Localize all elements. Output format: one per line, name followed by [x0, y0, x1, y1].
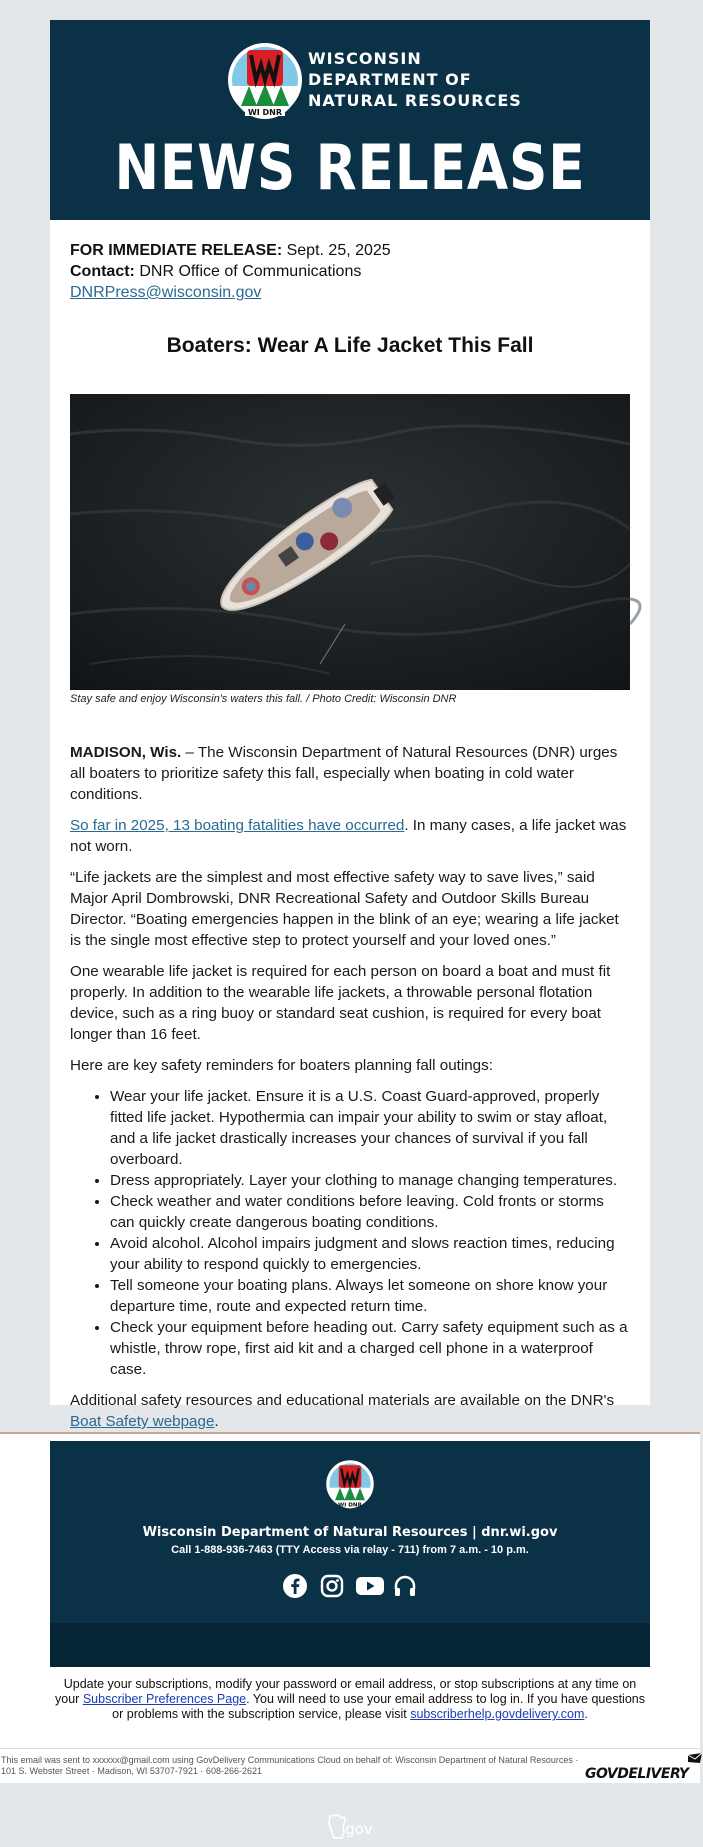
footer-logo-text: WI DNR: [338, 1502, 362, 1509]
paragraph-2-text: . In many cases, a life jacket was not worn.: [70, 817, 627, 855]
subscription-text-2: . You will need to use your email address to log in. If you have questions or problems with the subscription service, please visit: [112, 1692, 645, 1721]
subscription-text-3: .: [584, 1707, 588, 1721]
paragraph-6-text: Additional safety resources and educational materials are available on the DNR's: [70, 1392, 615, 1409]
podcast-icon[interactable]: [392, 1573, 418, 1599]
footer-org: Wisconsin Department of Natural Resources | dnr.wi.gov: [142, 1525, 558, 1540]
subscriber-preferences-link[interactable]: Subscriber Preferences Page: [82, 1692, 247, 1706]
header-banner: [50, 20, 650, 220]
paragraph-3: “Life jackets are the simplest and most effective safety way to save lives,” said Major April Dombrowski, DNR Recreational Safety and Outdoor Skills Bureau Director. “Boating emergencies happen in the blink of an eye; wearing a life jacket is the single most effective step to protect yourself and your loved ones.”: [70, 869, 619, 949]
list-item: • Check your equipment before heading out. Carry safety equipment such as a whistle, throw rope, first aid kit and a charged cell phone in a waterproof case.: [110, 1317, 630, 1380]
logo-text: WI DNR: [247, 108, 283, 117]
subscription-text-1: Update your subscriptions, modify your password or email address, or stop subscriptions at any time on your: [55, 1677, 637, 1706]
govdelivery-logo[interactable]: [585, 1766, 689, 1782]
fine-print: This email was sent to xxxxxx@gmail.com using GovDelivery Communications Cloud on behalf of: Wisconsin Department of Natural Resources · 101 S. Webster Street · Madison, WI 53707-7921 · 608-266-2621: [1, 1755, 579, 1776]
paragraph-5: Here are key safety reminders for boaters planning fall outings:: [70, 1057, 493, 1074]
footer-dnr-logo[interactable]: [325, 1459, 375, 1509]
list-item: • Dress appropriately. Layer your clothing to manage changing temperatures.: [110, 1170, 630, 1191]
org-line-2: DEPARTMENT OF: [308, 70, 472, 89]
subscription-text: [50, 1677, 650, 1722]
govdelivery-text: GOVDELIVERY: [585, 1766, 689, 1782]
footer-call: Call 1-888-936-7463 (TTY Access via relay - 711) from 7 a.m. - 10 p.m.: [171, 1544, 529, 1556]
envelope-icon: [687, 1752, 703, 1764]
paragraph-4: One wearable life jacket is required for each person on board a boat and must fit properly. In addition to the wearable life jackets, a throwable personal flotation device, such as a ring buoy or standard seat cushion, is required for every boat longer than 16 feet.: [70, 963, 611, 1043]
article-title: Boaters: Wear A Life Jacket This Fall: [166, 334, 534, 357]
boat-safety-link[interactable]: Boat Safety webpage: [70, 1413, 215, 1430]
safety-list: [110, 1086, 630, 1380]
article-body: [70, 742, 630, 1442]
bottom-bar: [0, 1748, 700, 1783]
release-meta: [70, 240, 630, 303]
paragraph-6: [70, 1390, 630, 1432]
org-line-1: WISCONSIN: [308, 49, 422, 68]
subscriber-help-link[interactable]: subscriberhelp.govdelivery.com: [410, 1707, 585, 1721]
release-date: Sept. 25, 2025: [286, 242, 391, 259]
photo-caption: Stay safe and enjoy Wisconsin's waters this fall. / Photo Credit: Wisconsin DNR: [70, 693, 457, 705]
dnr-logo: [225, 40, 305, 120]
instagram-icon[interactable]: [319, 1573, 345, 1599]
email-card: [50, 20, 650, 1430]
gov-text: gov: [345, 1820, 373, 1838]
news-release-headline: NEWS RELEASE: [114, 131, 586, 204]
list-item: • Check weather and water conditions before leaving. Cold fronts or storms can quickly create dangerous boating conditions.: [110, 1191, 630, 1233]
list-item: • Tell someone your boating plans. Always let someone on shore know your departure time, route and expected return time.: [110, 1275, 630, 1317]
social-links: [50, 1573, 650, 1599]
paragraph-1: [70, 742, 630, 805]
fatalities-link[interactable]: So far in 2025, 13 boating fatalities have occurred: [70, 817, 405, 834]
org-name: [308, 48, 522, 111]
org-line-3: NATURAL RESOURCES: [308, 91, 522, 110]
list-item: • Wear your life jacket. Ensure it is a U.S. Coast Guard-approved, properly fitted life jacket. Hypothermia can impair your ability to swim or stay afloat, and a life jacket drastically increases your chances of survival if you fall overboard.: [110, 1086, 630, 1170]
youtube-icon[interactable]: [355, 1573, 381, 1599]
boat-photo: [70, 394, 630, 690]
contact-label: Contact:: [70, 263, 135, 280]
dateline: MADISON, Wis.: [70, 744, 182, 761]
list-item: • Avoid alcohol. Alcohol impairs judgment and slows reaction times, reducing your ability to respond quickly to emergencies.: [110, 1233, 630, 1275]
press-email-link[interactable]: DNRPress@wisconsin.gov: [70, 284, 262, 301]
paragraph-2: [70, 815, 630, 857]
facebook-icon[interactable]: [282, 1573, 308, 1599]
release-label: FOR IMMEDIATE RELEASE:: [70, 242, 283, 259]
contact-value: DNR Office of Communications: [139, 263, 362, 280]
paragraph-1-text: – The Wisconsin Department of Natural Resources (DNR) urges all boaters to prioritize safety this fall, especially when boating in cold water conditions.: [70, 744, 618, 803]
wisconsin-gov-logo[interactable]: [326, 1812, 376, 1842]
paragraph-6-end: .: [214, 1413, 219, 1430]
